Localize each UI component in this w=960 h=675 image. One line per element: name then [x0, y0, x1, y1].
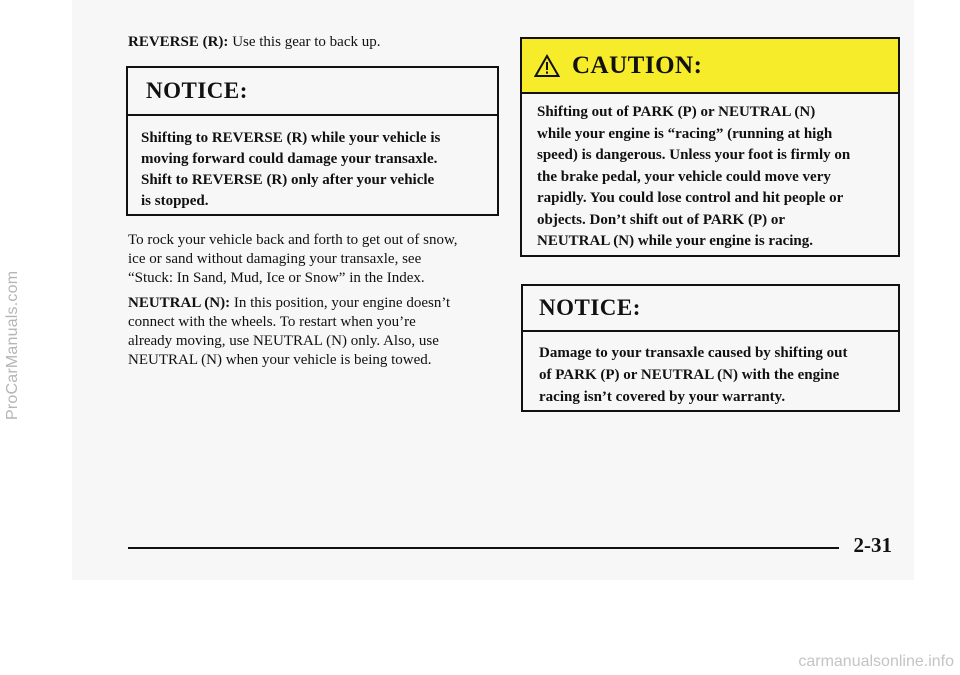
caution-line: objects. Don’t shift out of PARK (P) or [537, 211, 786, 228]
rock-line: To rock your vehicle back and forth to get out of snow, [128, 232, 458, 248]
notice-line: Damage to your transaxle caused by shifting out [539, 345, 848, 361]
notice-line: moving forward could damage your transaxle. [141, 151, 438, 167]
caution-line: the brake pedal, your vehicle could move very [537, 168, 831, 185]
notice-line: Shifting to REVERSE (R) while your vehicle is [141, 130, 441, 146]
side-watermark: ProCarManuals.com [4, 270, 21, 420]
footer-rule [128, 547, 839, 549]
notice-body [523, 332, 898, 408]
neutral-label: NEUTRAL (N): [128, 295, 231, 311]
neutral-line: already moving, use NEUTRAL (N) only. Also, use [128, 333, 439, 349]
reverse-label: REVERSE (R): [128, 34, 229, 50]
notice-heading-row [128, 68, 497, 116]
neutral-line: NEUTRAL (N) when your vehicle is being towed. [128, 352, 432, 368]
caution-heading: CAUTION: [572, 51, 703, 79]
rock-vehicle-paragraph [128, 231, 508, 288]
caution-line: rapidly. You could lose control and hit people or [537, 190, 844, 206]
notice-line: racing isn’t covered by your warranty. [539, 389, 786, 405]
page-number: 2-31 [853, 533, 892, 557]
warning-triangle-icon [534, 54, 560, 78]
rock-line: ice or sand without damaging your transaxle, see [128, 251, 422, 267]
neutral-paragraph [128, 294, 508, 370]
reverse-text: Use this gear to back up. [232, 34, 381, 50]
caution-line: Shifting out of PARK (P) or NEUTRAL (N) [537, 104, 816, 120]
notice-body [128, 116, 497, 212]
notice-heading: NOTICE: [146, 78, 248, 103]
neutral-line: connect with the wheels. To restart when you’re [128, 314, 416, 330]
caution-line: while your engine is “racing” (running at high [537, 125, 833, 142]
caution-body [522, 94, 898, 253]
notice-heading: NOTICE: [539, 295, 641, 320]
notice-heading-row [523, 286, 898, 332]
bottom-watermark: carmanualsonline.info [798, 653, 954, 670]
caution-box [520, 37, 900, 257]
caution-line: speed) is dangerous. Unless your foot is firmly on [537, 147, 851, 163]
reverse-paragraph [128, 33, 488, 52]
notice-line: is stopped. [141, 193, 209, 209]
notice-line: of PARK (P) or NEUTRAL (N) with the engine [539, 367, 840, 383]
neutral-first-text: In this position, your engine doesn’t [233, 295, 451, 311]
caution-line: NEUTRAL (N) while your engine is racing. [537, 233, 813, 249]
notice-box-warranty [521, 284, 900, 412]
notice-box-reverse [126, 66, 499, 216]
rock-line: “Stuck: In Sand, Mud, Ice or Snow” in the Index. [128, 270, 425, 286]
notice-line: Shift to REVERSE (R) only after your vehicle [141, 172, 435, 188]
neutral-first-line [128, 294, 508, 313]
caution-banner [522, 39, 898, 94]
